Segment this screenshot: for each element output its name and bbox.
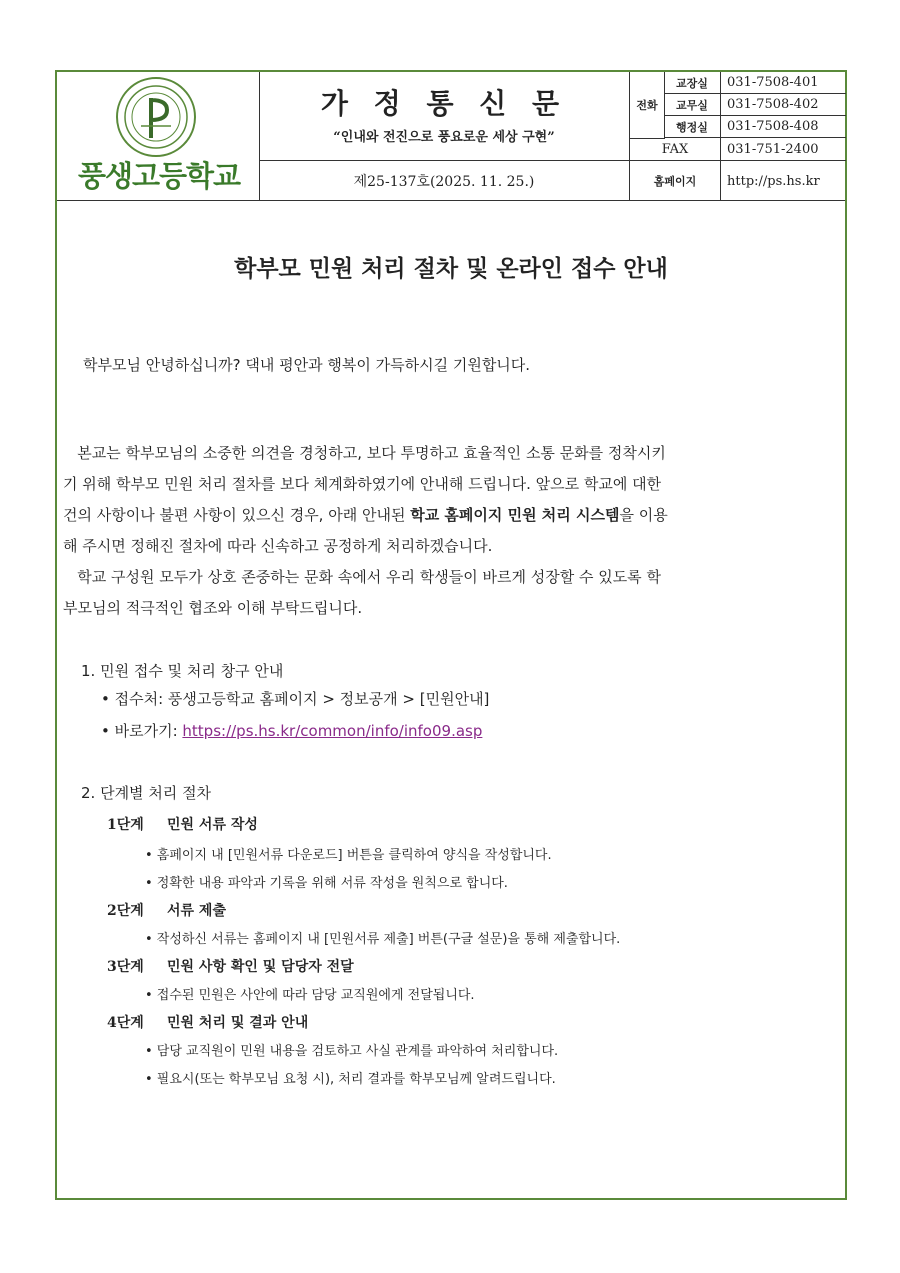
step-heading (107, 956, 354, 976)
step-item: • 담당 교직원이 민원 내용을 검토하고 사실 관계를 파악하여 처리합니다. (145, 1044, 559, 1059)
step-number: 4단계 (107, 1015, 144, 1031)
paragraph-text: 건의 사항이나 불편 사항이 있으신 경우, 아래 안내된 (63, 506, 411, 524)
contact-value: 031-7508-401 (727, 75, 819, 90)
step-item: • 접수된 민원은 사안에 따라 담당 교직원에게 전달됩니다. (145, 988, 475, 1003)
logo-cell (57, 72, 260, 200)
step-item: • 정확한 내용 파악과 기록을 위해 서류 작성을 원칙으로 합니다. (145, 876, 508, 891)
greeting: 학부모님 안녕하십니까? 댁내 평안과 행복이 가득하시길 기원합니다. (83, 356, 531, 374)
contact-label: 교장실 (664, 72, 721, 93)
step-heading (107, 900, 226, 920)
paragraph-line: 기 위해 학부모 민원 처리 절차를 보다 체계화하였기에 안내해 드립니다. 앞으로 학교에 대한 (63, 475, 662, 493)
contact-label: 교무실 (664, 94, 721, 115)
paragraph-line: 해 주시면 정해진 절차에 따라 신속하고 공정하게 처리하겠습니다. (63, 537, 493, 555)
step-number: 1단계 (107, 817, 144, 833)
doc-number: 제25-137호(2025. 11. 25.) (353, 174, 535, 190)
step-title: 민원 서류 작성 (167, 817, 258, 833)
contact-row (664, 72, 846, 94)
section1-heading: 1. 민원 접수 및 처리 창구 안내 (81, 662, 284, 680)
fax-label: FAX (630, 138, 721, 160)
body-paragraph-1 (63, 438, 841, 562)
contact-value: 031-7508-402 (727, 97, 819, 112)
shortcut-line (101, 720, 482, 741)
phone-label: 전화 (630, 72, 665, 139)
document-frame (55, 70, 847, 1200)
contact-label: 행정실 (664, 116, 721, 137)
shortcut-label: • 바로가기: (101, 722, 183, 740)
step-item: • 홈페이지 내 [민원서류 다운로드] 버튼을 클릭하여 양식을 작성합니다. (145, 848, 552, 863)
homepage-row (630, 160, 846, 201)
emphasis-text: 학교 홈페이지 민원 처리 시스템 (410, 506, 620, 524)
letterhead (57, 72, 845, 201)
title-cell (259, 72, 629, 161)
contact-value: 031-7508-408 (727, 119, 819, 134)
step-heading (107, 814, 258, 834)
contact-row (664, 94, 846, 116)
notice-title: 학부모 민원 처리 절차 및 온라인 접수 안내 (234, 256, 668, 282)
school-name: 풍생고등학교 (77, 159, 241, 193)
paragraph-line-with-emphasis (63, 500, 841, 531)
fax-row (630, 138, 846, 160)
doc-number-cell (259, 160, 629, 200)
contact-row (664, 116, 846, 138)
section2-heading: 2. 단계별 처리 절차 (81, 784, 212, 802)
shortcut-link[interactable]: https://ps.hs.kr/common/info/info09.asp (182, 722, 483, 740)
submission-location: • 접수처: 풍생고등학교 홈페이지 > 정보공개 > [민원안내] (101, 690, 490, 708)
paragraph-text: 을 이용 (619, 506, 668, 524)
step-number: 2단계 (107, 903, 144, 919)
doc-title: 가 정 통 신 문 (320, 87, 568, 120)
step-title: 서류 제출 (167, 903, 226, 919)
school-motto: “인내와 전진으로 풍요로운 세상 구현” (333, 130, 555, 145)
step-title: 민원 처리 및 결과 안내 (167, 1015, 309, 1031)
fax-value: 031-751-2400 (727, 141, 819, 157)
homepage-label: 홈페이지 (630, 161, 721, 201)
school-emblem-icon (115, 76, 197, 158)
body-paragraph-2 (63, 562, 841, 624)
contact-table (629, 72, 846, 200)
step-item: • 필요시(또는 학부모님 요청 시), 처리 결과를 학부모님께 알려드립니다. (145, 1072, 556, 1087)
step-title: 민원 사항 확인 및 담당자 전달 (167, 959, 354, 975)
homepage-value: http://ps.hs.kr (727, 173, 820, 189)
paragraph-line: 학교 구성원 모두가 상호 존중하는 문화 속에서 우리 학생들이 바르게 성장할 수 있도록 학 (63, 568, 661, 586)
step-number: 3단계 (107, 959, 144, 975)
step-item: • 작성하신 서류는 홈페이지 내 [민원서류 제출] 버튼(구글 설문)을 통해 제출합니다. (145, 932, 621, 947)
paragraph-line: 본교는 학부모님의 소중한 의견을 경청하고, 보다 투명하고 효율적인 소통 문화를 정착시키 (63, 444, 666, 462)
paragraph-line: 부모님의 적극적인 협조와 이해 부탁드립니다. (63, 599, 363, 617)
step-heading (107, 1012, 308, 1032)
